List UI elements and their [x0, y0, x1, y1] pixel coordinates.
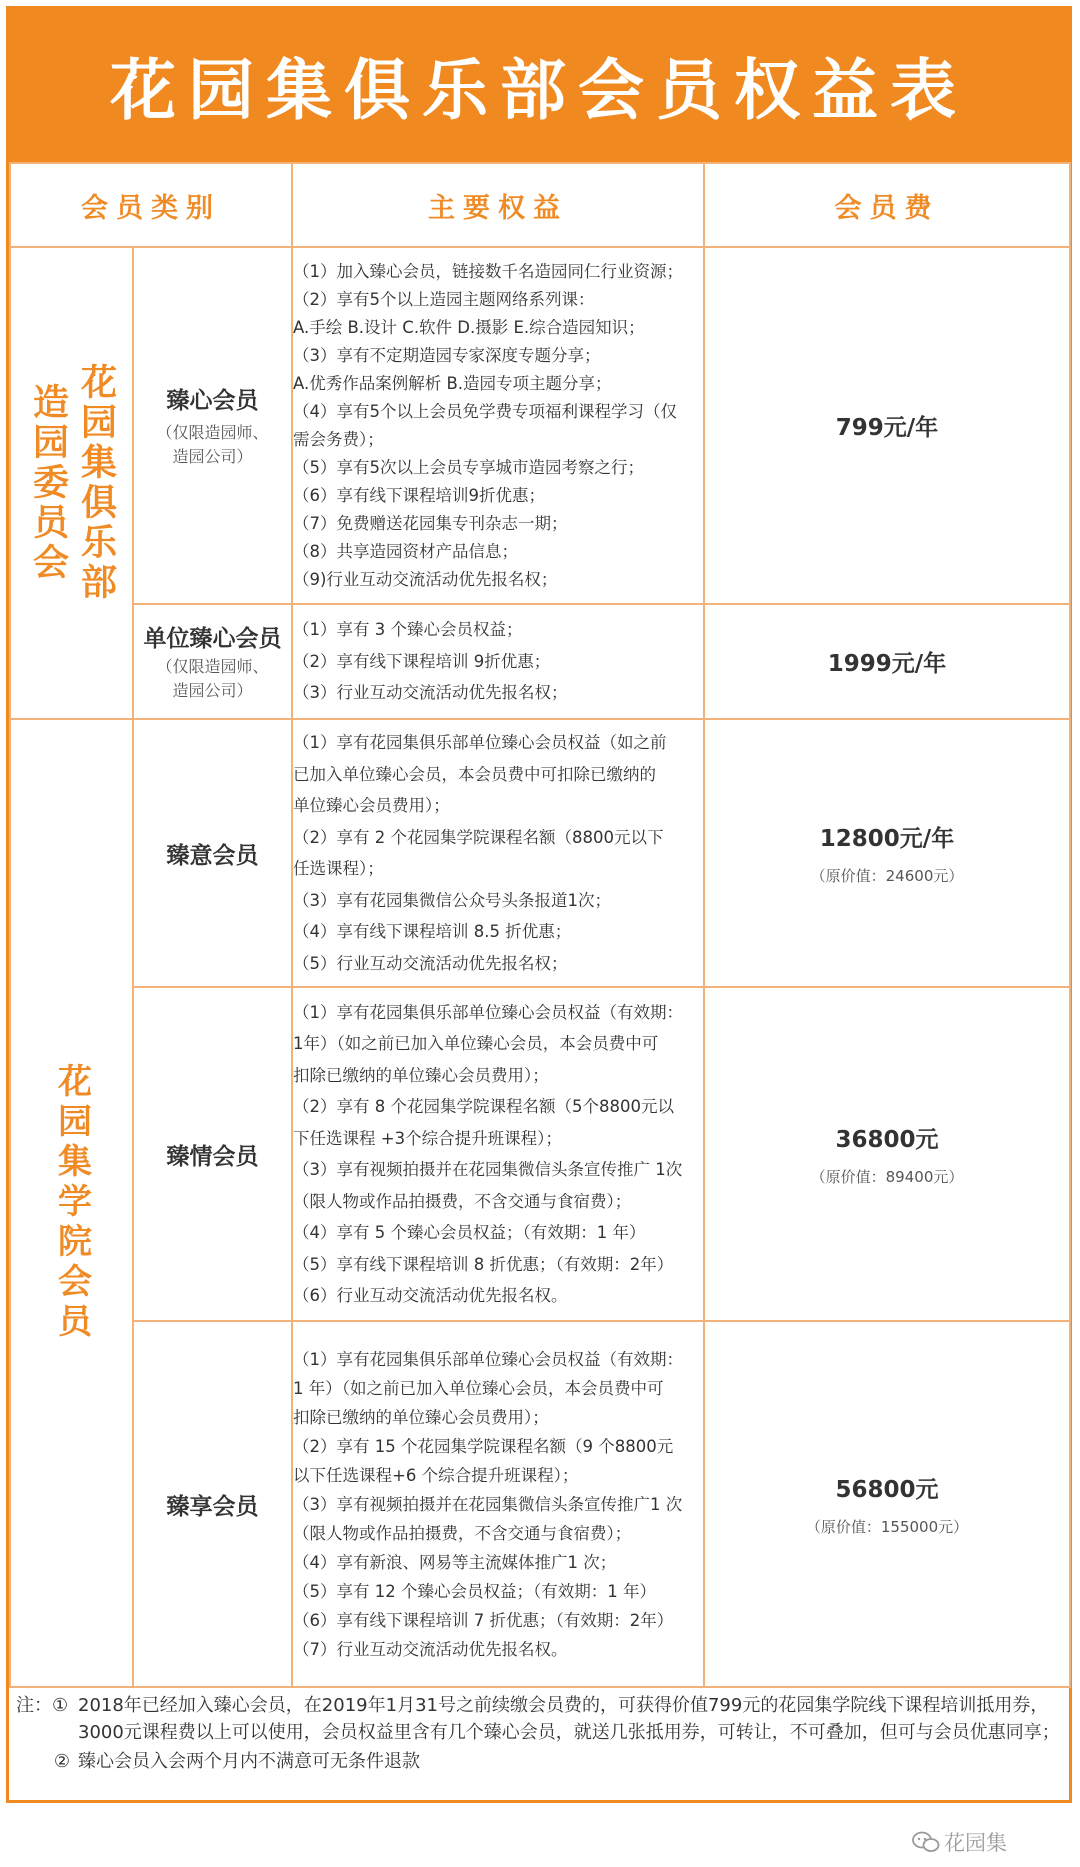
benefit-line: （3）行业互动交流活动优先报名权； — [293, 683, 568, 703]
benefit-line: 扣除已缴纳的单位臻心会员费用）； — [293, 1065, 549, 1085]
benefit-line: （6）行业互动交流活动优先报名权。 — [293, 1286, 568, 1305]
group-committee-label: 造园委员会 — [27, 383, 69, 583]
fee-cell — [704, 719, 1070, 987]
tier-note: （仅限造园师、 造园公司） — [156, 423, 269, 466]
tier-name: 臻心会员 — [166, 388, 259, 414]
benefit-line: （1）加入臻心会员，链接数千名造园同仁行业资源； — [293, 261, 683, 281]
fee-amount: 36800元 — [835, 1127, 939, 1153]
fee-original-price: （原价值：89400元） — [810, 1168, 964, 1186]
benefit-line: （1）享有花园集俱乐部单位臻心会员权益（有效期： — [293, 1002, 683, 1022]
fee-amount: 12800元/年 — [819, 826, 955, 852]
benefit-line: （8）共享造园资材产品信息； — [293, 541, 518, 561]
group-club-cell — [10, 247, 133, 719]
benefit-line: 需会务费）； — [293, 429, 384, 449]
benefit-line: （5）享有 12 个臻心会员权益；（有效期：1 年） — [293, 1581, 656, 1601]
header-fee: 会员费 — [704, 163, 1070, 247]
table-row — [10, 247, 1070, 604]
fee-cell — [704, 987, 1070, 1321]
benefit-line: （2）享有5个以上造园主题网络系列课： — [293, 289, 595, 309]
benefit-line: （1）享有花园集俱乐部单位臻心会员权益（有效期： — [293, 1349, 683, 1369]
benefit-line: 以下任选课程+6 个综合提升班课程）； — [293, 1465, 579, 1485]
benefit-line: （6）享有线下课程培训 7 折优惠；（有效期：2年） — [293, 1610, 674, 1630]
benefit-line: 扣除已缴纳的单位臻心会员费用）； — [293, 1407, 549, 1427]
header-category: 会员类别 — [10, 163, 292, 247]
table-row — [10, 719, 1070, 987]
benefit-line: （4）享有5个以上会员免学费专项福利课程学习（仅 — [293, 401, 677, 421]
fee-cell — [704, 604, 1070, 719]
fee-original-price: （原价值：24600元） — [810, 867, 964, 885]
note-text: 2018年已经加入臻心会员，在2019年1月31号之前续缴会员费的，可获得价值799元的花园集学院线下课程培训抵用券，3000元课程费以上可以使用，会员权益里含有几个臻心会员，就送几张抵用券，可转让，不可叠加，但可与会员优惠同享； — [78, 1695, 1060, 1743]
benefit-line: （2）享有 8 个花园集学院课程名额（5个8800元以 — [293, 1097, 674, 1116]
benefit-line: （5）享有线下课程培训 8 折优惠；（有效期：2年） — [293, 1254, 674, 1274]
table-row — [10, 1321, 1070, 1687]
header-row — [10, 163, 1070, 247]
membership-table — [9, 162, 1071, 1688]
benefits-cell — [292, 247, 704, 604]
benefit-line: 1年）（如之前已加入单位臻心会员，本会员费中可 — [293, 1034, 659, 1053]
benefit-line: （5）享有5次以上会员专享城市造园考察之行； — [293, 457, 644, 477]
benefit-line: （7）免费赠送花园集专刊杂志一期； — [293, 513, 568, 533]
benefit-line: （5）行业互动交流活动优先报名权； — [293, 953, 568, 973]
benefit-line: 下任选课程 +3个综合提升班课程）； — [293, 1128, 562, 1148]
benefit-line: （4）享有线下课程培训 8.5 折优惠； — [293, 922, 572, 941]
benefit-line: 已加入单位臻心会员，本会员费中可扣除已缴纳的 — [293, 764, 656, 784]
group-club-label: 花园集俱乐部 — [75, 363, 117, 603]
benefits-cell — [292, 1321, 704, 1687]
benefit-line: 单位臻心会员费用）； — [293, 796, 450, 815]
benefit-line: （7）行业互动交流活动优先报名权。 — [293, 1639, 568, 1659]
benefit-line: （2）享有 2 个花园集学院课程名额（8800元以下 — [293, 827, 664, 847]
benefit-line: （限人物或作品拍摄费，不含交通与食宿费）； — [293, 1523, 632, 1543]
benefit-line: （3）享有视频拍摄并在花园集微信头条宣传推广1 次 — [293, 1494, 683, 1514]
tier-name: 单位臻心会员 — [143, 626, 282, 652]
notes-section — [16, 1692, 1066, 1775]
tier-name-cell — [133, 987, 292, 1321]
benefit-line: （3）享有不定期造园专家深度专题分享； — [293, 345, 601, 365]
note-prefix: 注：① — [16, 1695, 69, 1716]
benefit-line: （4）享有新浪、网易等主流媒体推广1 次； — [293, 1552, 617, 1572]
tier-name: 臻享会员 — [166, 1493, 259, 1520]
benefit-line: 任选课程）； — [293, 859, 384, 878]
benefits-cell — [292, 604, 704, 719]
note-prefix: ② — [53, 1751, 70, 1772]
benefit-line: （1）享有 3 个臻心会员权益； — [293, 620, 523, 640]
watermark-text: 花园集 — [944, 1831, 1007, 1855]
note-2 — [16, 1748, 1066, 1775]
benefit-line: （限人物或作品拍摄费，不含交通与食宿费）； — [293, 1191, 632, 1211]
benefit-line: （1）享有花园集俱乐部单位臻心会员权益（如之前 — [293, 733, 667, 752]
fee-amount: 1999元/年 — [827, 651, 947, 677]
fee-amount: 56800元 — [835, 1477, 939, 1503]
header-benefits: 主要权益 — [292, 163, 704, 247]
fee-cell — [704, 247, 1070, 604]
tier-name-cell — [133, 604, 292, 719]
title-banner — [6, 6, 1072, 162]
benefit-line: （2）享有 15 个花园集学院课程名额（9 个8800元 — [293, 1436, 674, 1456]
note-1 — [16, 1692, 1066, 1746]
group-academy-label: 花园集学院会员 — [51, 1063, 92, 1343]
table-row — [10, 604, 1070, 719]
fee-cell — [704, 1321, 1070, 1687]
wechat-icon — [912, 1831, 940, 1853]
benefit-line: （3）享有视频拍摄并在花园集微信头条宣传推广 1次 — [293, 1160, 683, 1179]
note-text: 臻心会员入会两个月内不满意可无条件退款 — [78, 1751, 420, 1772]
benefit-line: A.手绘 B.设计 C.软件 D.摄影 E.综合造园知识； — [293, 317, 645, 337]
tier-name-cell — [133, 719, 292, 987]
watermark — [912, 1827, 1007, 1857]
tier-note: （仅限造园师、 造园公司） — [156, 657, 269, 700]
benefit-line: A.优秀作品案例解析 B.造园专项主题分享； — [293, 373, 612, 393]
tier-name-cell — [133, 1321, 292, 1687]
benefit-line: 1 年）（如之前已加入单位臻心会员，本会员费中可 — [293, 1378, 664, 1398]
table-row — [10, 987, 1070, 1321]
tier-name: 臻意会员 — [166, 842, 259, 869]
tier-name-cell — [133, 247, 292, 604]
page-title: 花园集俱乐部会员权益表 — [110, 51, 968, 129]
benefit-line: （6）享有线下课程培训9折优惠； — [293, 485, 545, 505]
tier-name: 臻情会员 — [166, 1143, 259, 1170]
benefits-cell — [292, 987, 704, 1321]
fee-original-price: （原价值：155000元） — [805, 1518, 969, 1536]
benefit-line: （3）享有花园集微信公众号头条报道1次； — [293, 890, 611, 910]
benefit-line: （4）享有 5 个臻心会员权益；（有效期：1 年） — [293, 1223, 646, 1242]
benefit-line: （9)行业互动交流活动优先报名权； — [293, 569, 558, 589]
fee-amount: 799元/年 — [835, 415, 939, 441]
benefits-cell — [292, 719, 704, 987]
benefit-line: （2）享有线下课程培训 9折优惠； — [293, 651, 551, 671]
group-academy-cell — [10, 719, 133, 1687]
